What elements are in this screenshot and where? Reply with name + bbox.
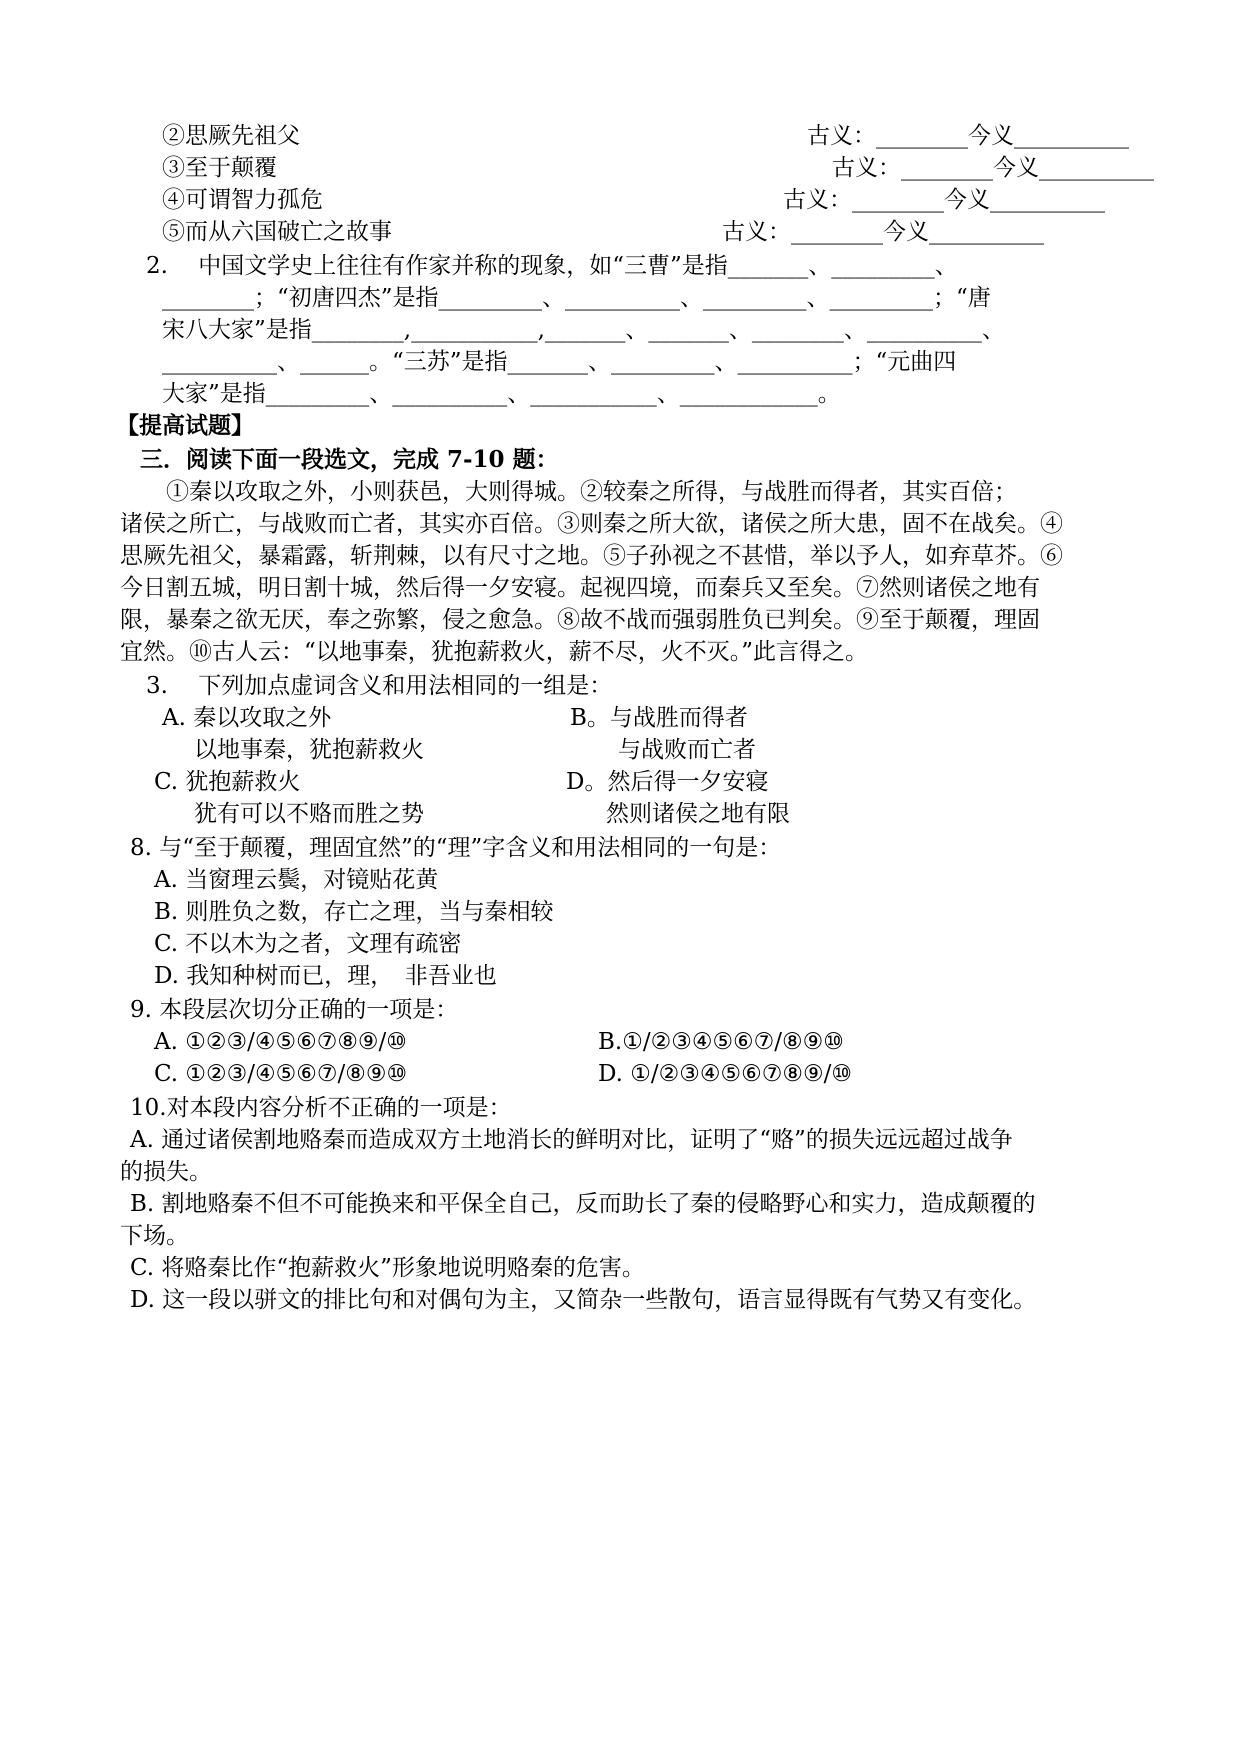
question-10-line: D. 这一段以骈文的排比句和对偶句为主，又简杂一些散句，语言显得既有气势又有变化。 bbox=[130, 1287, 1037, 1313]
vocab-item: ⑤而从六国破亡之故事 bbox=[162, 219, 392, 245]
vocab-meaning: 古义：________今义__________ bbox=[783, 187, 1105, 213]
vocab-item: ②思厥先祖父 bbox=[162, 123, 300, 149]
question-9-option-a: A. ①②③/④⑤⑥⑦⑧⑨/⑩ bbox=[154, 1029, 407, 1055]
question-2-line: __________、______。“三苏”是指_______、_________、__________；“元曲四 bbox=[162, 349, 957, 375]
question-2-line: 2. 中国文学史上往往有作家并称的现象，如“三曹”是指_______、_________、 bbox=[146, 253, 958, 279]
question-2-line: 宋八大家”是指________,___________,_______、_______、________、__________、 bbox=[162, 317, 1005, 343]
question-3-option-a-line2: 以地事秦，犹抱薪救火 bbox=[194, 737, 424, 763]
vocab-meaning: 古义：________今义__________ bbox=[807, 123, 1129, 149]
question-2-line: 大家”是指_________、__________、___________、____________。 bbox=[162, 381, 841, 407]
question-9-option-c: C. ①②③/④⑤⑥⑦/⑧⑨⑩ bbox=[154, 1061, 408, 1087]
passage-line: ①秦以攻取之外，小则获邑，大则得城。②较秦之所得，与战胜而得者，其实百倍； bbox=[120, 479, 1017, 505]
question-10-line: A. 通过诸侯割地赂秦而造成双方土地消长的鲜明对比，证明了“赂”的损失远远超过战争 bbox=[130, 1127, 1013, 1153]
question-8-option: D. 我知种树而已，理， 非吾业也 bbox=[154, 963, 497, 989]
passage-line: 宜然。⑩古人云：“以地事秦，犹抱薪救火，薪不尽，火不灭。”此言得之。 bbox=[120, 639, 869, 665]
question-10-stem: 10.对本段内容分析不正确的一项是： bbox=[130, 1095, 512, 1121]
question-3-option-a: A. 秦以攻取之外 bbox=[162, 705, 332, 731]
question-8-option: C. 不以木为之者，文理有疏密 bbox=[154, 931, 462, 957]
question-8-option: A. 当窗理云鬓，对镜贴花黄 bbox=[154, 867, 439, 893]
question-3-option-b-line2: 与战败而亡者 bbox=[618, 737, 756, 763]
vocab-item: ③至于颠覆 bbox=[162, 155, 277, 181]
question-3-option-d: D。然后得一夕安寝 bbox=[566, 769, 769, 795]
question-8-stem: 8. 与“至于颠覆，理固宜然”的“理”字含义和用法相同的一句是： bbox=[130, 835, 782, 861]
passage-line: 思厥先祖父，暴霜露，斩荆棘，以有尺寸之地。⑤子孙视之不甚惜，举以予人，如弃草芥。⑥ bbox=[120, 543, 1063, 569]
question-9-option-d: D. ①/②③④⑤⑥⑦⑧⑨/⑩ bbox=[598, 1061, 852, 1087]
question-3-option-d-line2: 然则诸侯之地有限 bbox=[606, 801, 790, 827]
question-10-line: 的损失。 bbox=[120, 1159, 212, 1185]
question-3-option-c: C. 犹抱薪救火 bbox=[154, 769, 301, 795]
reading-instructions: 三．阅读下面一段选文，完成 7-10 题： bbox=[140, 446, 559, 473]
question-3-option-c-line2: 犹有可以不赂而胜之势 bbox=[194, 801, 424, 827]
passage-line: 限，暴秦之欲无厌，奉之弥繁，侵之愈急。⑧故不战而强弱胜负已判矣。⑨至于颠覆，理固 bbox=[120, 607, 1040, 633]
question-9-stem: 9. 本段层次切分正确的一项是： bbox=[130, 997, 459, 1023]
question-10-line: B. 割地赂秦不但不可能换来和平保全自己，反而助长了秦的侵略野心和实力，造成颠覆的 bbox=[130, 1191, 1036, 1217]
vocab-item: ④可谓智力孤危 bbox=[162, 187, 323, 213]
passage-line: 今日割五城，明日割十城，然后得一夕安寝。起视四境，而秦兵又至矣。⑦然则诸侯之地有 bbox=[120, 575, 1040, 601]
vocab-meaning: 古义：________今义__________ bbox=[722, 219, 1044, 245]
question-10-line: 下场。 bbox=[120, 1223, 189, 1249]
vocab-meaning: 古义：________今义__________ bbox=[832, 155, 1154, 181]
question-8-option: B. 则胜负之数，存亡之理，当与秦相较 bbox=[154, 899, 554, 925]
section-heading: 【提高试题】 bbox=[116, 412, 254, 439]
question-2-line: ________；“初唐四杰”是指_________、__________、_________、_________；“唐 bbox=[162, 285, 991, 311]
question-3-option-b: B。与战胜而得者 bbox=[570, 705, 748, 731]
question-3-stem: 3. 下列加点虚词含义和用法相同的一组是： bbox=[146, 673, 613, 699]
passage-line: 诸侯之所亡，与战败而亡者，其实亦百倍。③则秦之所大欲，诸侯之所大患，固不在战矣。④ bbox=[120, 511, 1063, 537]
question-9-option-b: B.①/②③④⑤⑥⑦/⑧⑨⑩ bbox=[598, 1029, 844, 1055]
question-10-line: C. 将赂秦比作“抱薪救火”形象地说明赂秦的危害。 bbox=[130, 1255, 645, 1281]
